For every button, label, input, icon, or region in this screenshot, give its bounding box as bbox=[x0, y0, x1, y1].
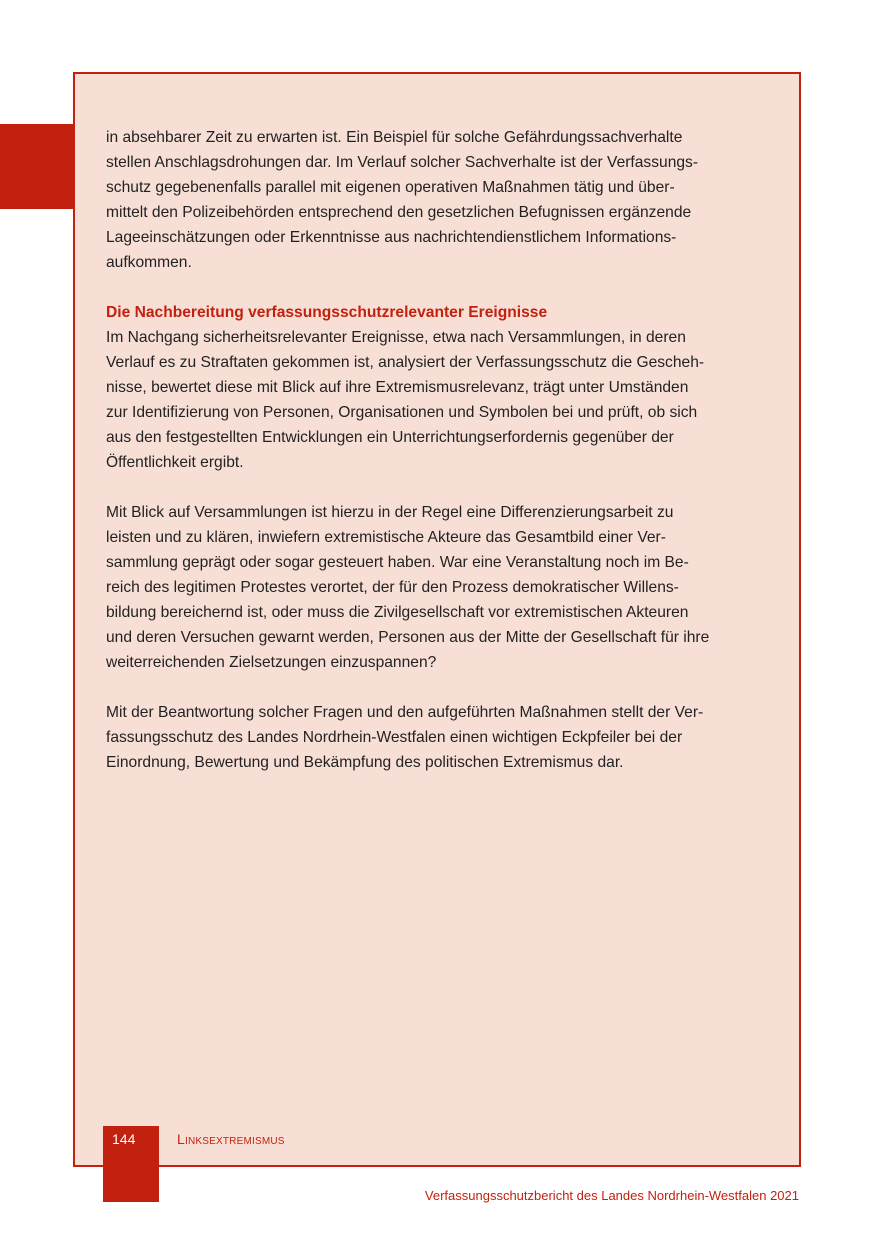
paragraph-3: Mit Blick auf Versammlungen ist hierzu in der Regel eine Differenzierungsarbeit zu leisten und zu klären, inwiefern extremistische Akteure das Gesamtbild einer Ver- sammlung geprägt oder sogar gesteuert haben. War eine Veranstaltung noch im Be- reich des legitimen Protestes verortet, der für den Prozess demokratischer Willens- bildung bereichernd ist, oder muss die Zivilgesellschaft vor extremistischen Akteuren und deren Versuchen gewarnt werden, Personen aus der Mitte der Gesellschaft für ihre weiterreichenden Zielsetzungen einzuspannen? bbox=[106, 504, 710, 671]
page-number-block bbox=[103, 1126, 159, 1202]
side-tab-marker bbox=[0, 124, 74, 209]
body-text bbox=[106, 125, 774, 800]
page-number: 144 bbox=[112, 1131, 136, 1147]
section-label: Linksextremismus bbox=[177, 1131, 285, 1147]
content-panel bbox=[73, 72, 801, 1167]
publication-footer: Verfassungsschutzbericht des Landes Nordrhein-Westfalen 2021 bbox=[424, 1188, 799, 1203]
paragraph-1: in absehbarer Zeit zu erwarten ist. Ein Beispiel für solche Gefährdungssachverhalte stellen Anschlagsdrohungen dar. Im Verlauf solcher Sachverhalte ist der Verfassungs- schutz gegebenenfalls parallel mit eigenen operativen Maßnahmen tätig und über- mittelt den Polizeibehörden entsprechend den gesetzlichen Befugnissen ergänzende Lageeinschätzungen oder Erkenntnisse aus nachrichtendienstlichem Informations- aufkommen. bbox=[106, 129, 699, 271]
paragraph-4: Mit der Beantwortung solcher Fragen und den aufgeführten Maßnahmen stellt der Ver- fassungsschutz des Landes Nordrhein-Westfalen einen wichtigen Eckpfeiler bei der Einordnung, Bewertung und Bekämpfung des politischen Extremismus dar. bbox=[106, 704, 704, 771]
paragraph-2: Im Nachgang sicherheitsrelevanter Ereignisse, etwa nach Versammlungen, in deren Verlauf es zu Straftaten gekommen ist, analysiert der Verfassungsschutz die Gescheh- nisse, bewertet diese mit Blick auf ihre Extremismusrelevanz, trägt unter Umständen zur Identifizierung von Personen, Organisationen und Symbolen bei und prüft, ob sich aus den festgestellten Entwicklungen ein Unterrichtungserfordernis gegenüber der Öffentlichkeit ergibt. bbox=[106, 329, 705, 471]
section-heading: Die Nachbereitung verfassungsschutzrelevanter Ereignisse bbox=[106, 304, 548, 321]
